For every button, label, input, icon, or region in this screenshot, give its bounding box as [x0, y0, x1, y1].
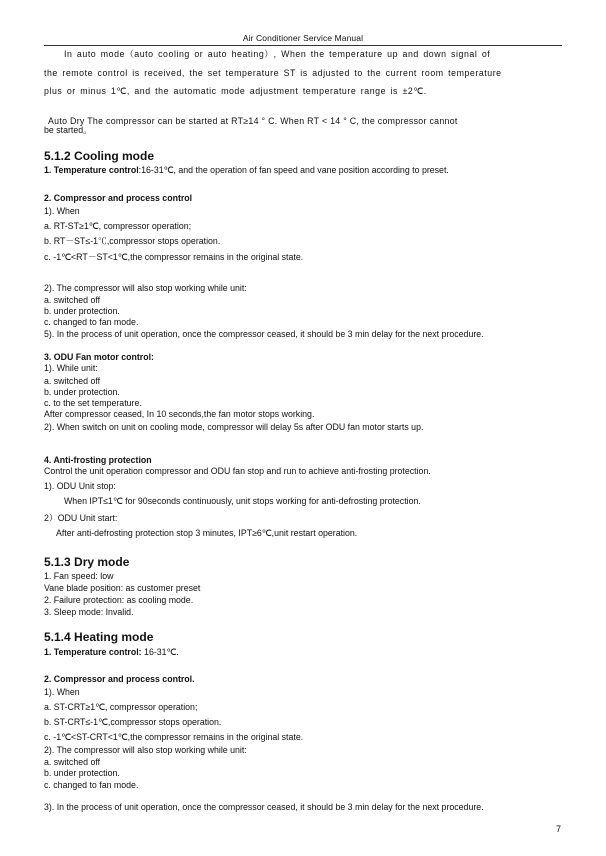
cooling-temperature-control [44, 166, 449, 175]
cooling-stop-intro: 2). The compressor will also stop working while unit: [44, 283, 247, 293]
odu-delay: 2). When switch on unit on cooling mode, compressor will delay 5s after ODU fan motor starts up. [44, 422, 424, 432]
heating-when: 1). When [44, 687, 80, 697]
heating-stop-c: c. changed to fan mode. [44, 780, 139, 790]
heating-temperature-control [44, 648, 179, 657]
auto-dry-line-1: Auto Dry The compressor can be started at RT≥14 ° C. When RT < 14 ° C, the compressor cannot [48, 116, 458, 126]
odu-while: 1). While unit: [44, 363, 98, 373]
odu-b: b. under protection. [44, 387, 120, 397]
anti-frosting-stop-text: When IPT≤1℃ for 90seconds continuously, unit stops working for anti-defrosting protection. [64, 496, 421, 506]
heating-condition-b: b. ST-CRT≤-1℃,compressor stops operation. [44, 717, 222, 727]
cooling-delay-note: 5). In the process of unit operation, once the compressor ceased, it should be 3 min delay for the next procedure. [44, 329, 484, 339]
heating-delay-note: 3). In the process of unit operation, once the compressor ceased, it should be 3 min delay for the next procedure. [44, 802, 484, 812]
cooling-condition-a: a. RT-ST≥1℃, compressor operation; [44, 221, 192, 231]
cooling-stop-c: c. changed to fan mode. [44, 317, 139, 327]
heating-stop-b: b. under protection. [44, 768, 120, 778]
running-header: Air Conditioner Service Manual [242, 33, 364, 43]
cooling-when: 1). When [44, 206, 80, 216]
cooling-condition-c: c. -1℃<RT－ST<1℃,the compressor remains in the original state. [44, 252, 304, 262]
auto-paragraph-line-2: the remote control is received, the set temperature ST is adjusted to the current room temperature [44, 68, 502, 78]
heating-temp-text: 16-31℃. [141, 647, 179, 657]
heating-stop-intro: 2). The compressor will also stop working while unit: [44, 745, 247, 755]
auto-paragraph-line-1: In auto mode（auto cooling or auto heating）, When the temperature up and down signal of [64, 49, 491, 59]
cooling-stop-a: a. switched off [44, 295, 101, 305]
odu-after: After compressor ceased, In 10 seconds,the fan motor stops working. [44, 409, 315, 419]
heating-compressor-heading: 2. Compressor and process control. [44, 674, 195, 684]
anti-frosting-heading: 4. Anti-frosting protection [44, 455, 152, 465]
cooling-compressor-heading: 2. Compressor and process control [44, 193, 193, 203]
anti-frosting-start: 2）ODU Unit start: [44, 513, 118, 523]
section-heading-dry: 5.1.3 Dry mode [44, 555, 130, 569]
dry-line-4: 3. Sleep mode: Invalid. [44, 607, 134, 617]
cooling-condition-b: b. RT－ST≤-1℃,compressor stops operation. [44, 236, 221, 246]
dry-line-2: Vane blade position: as customer preset [44, 583, 201, 593]
auto-paragraph-line-3: plus or minus 1℃, and the automatic mode adjustment temperature range is ±2℃. [44, 86, 427, 96]
cooling-temp-label: 1. Temperature control [44, 165, 139, 175]
header-rule [44, 45, 562, 46]
anti-frosting-stop: 1). ODU Unit stop: [44, 481, 116, 491]
heating-condition-c: c. -1℃<ST-CRT<1℃,the compressor remains in the original state. [44, 732, 304, 742]
anti-frosting-intro: Control the unit operation compressor and ODU fan stop and run to achieve anti-frosting protection. [44, 466, 431, 476]
heating-condition-a: a. ST-CRT≥1℃, compressor operation; [44, 702, 198, 712]
auto-dry-line-2: be started。 [44, 125, 92, 135]
heating-temp-label: 1. Temperature control: [44, 647, 142, 657]
dry-line-3: 2. Failure protection: as cooling mode. [44, 595, 194, 605]
heating-stop-a: a. switched off [44, 757, 101, 767]
dry-line-1: 1. Fan speed: low [44, 571, 114, 581]
cooling-temp-text: :16-31℃, and the operation of fan speed and vane position according to preset. [138, 165, 449, 175]
section-heading-cooling: 5.1.2 Cooling mode [44, 149, 155, 163]
anti-frosting-start-text: After anti-defrosting protection stop 3 minutes, IPT≥6℃,unit restart operation. [56, 528, 358, 538]
page-number: 7 [556, 824, 562, 834]
odu-a: a. switched off [44, 376, 101, 386]
odu-c: c. to the set temperature. [44, 398, 142, 408]
odu-fan-heading: 3. ODU Fan motor control: [44, 352, 154, 362]
cooling-stop-b: b. under protection. [44, 306, 120, 316]
section-heading-heating: 5.1.4 Heating mode [44, 630, 154, 644]
